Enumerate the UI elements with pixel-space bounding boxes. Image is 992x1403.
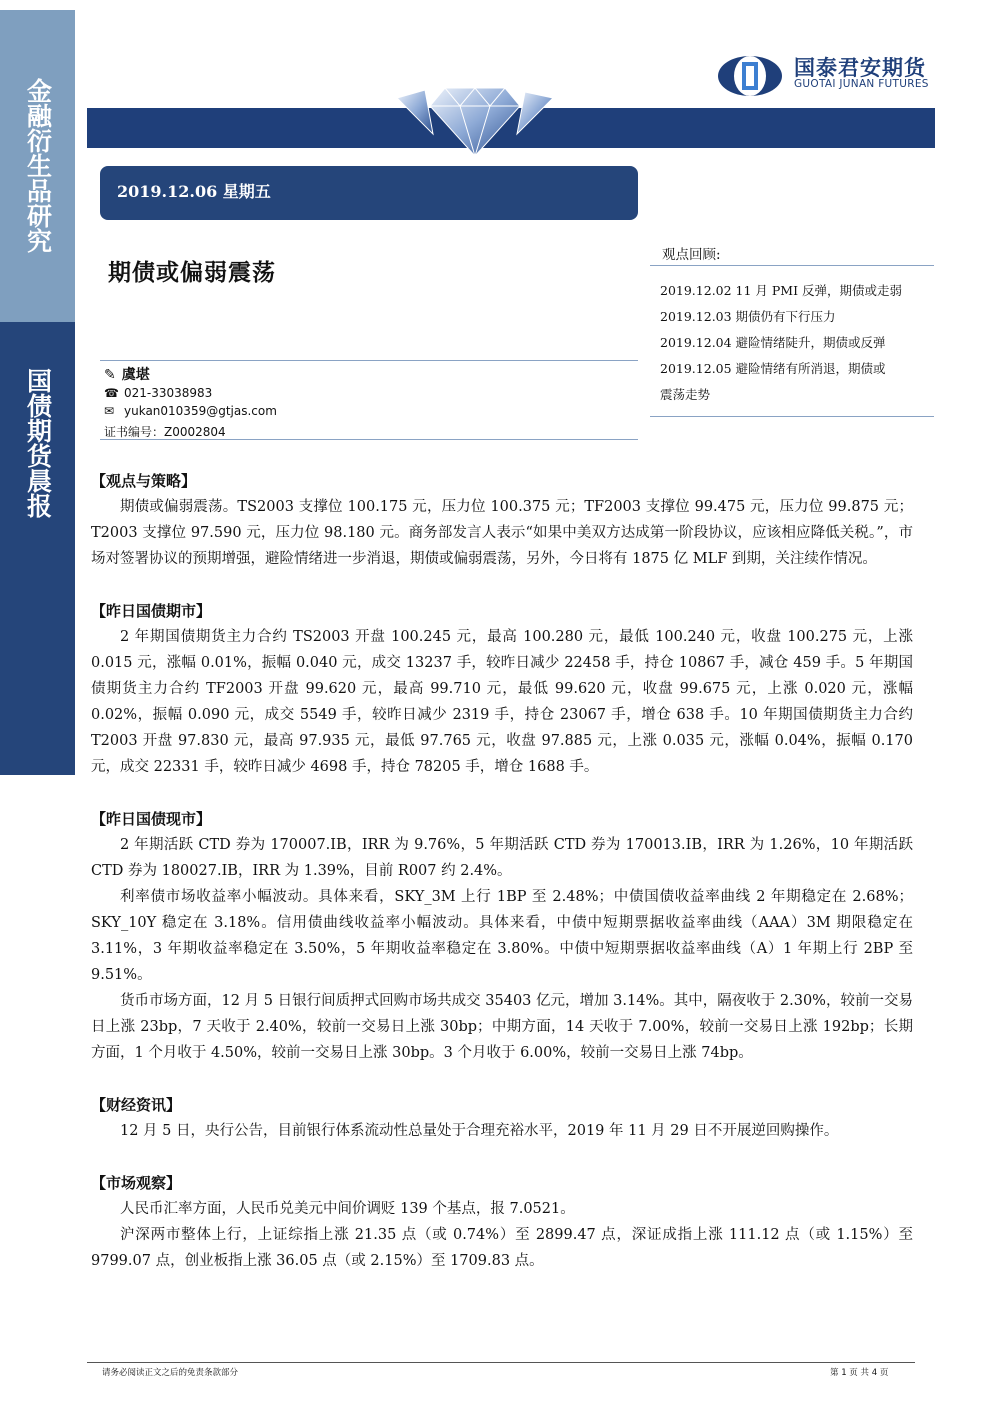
divider [650,265,934,266]
date-box [100,166,638,220]
footer-divider [87,1362,915,1363]
author-phone: 021-33038983 [124,386,213,400]
paragraph: 沪深两市整体上行，上证综指上涨 21.35 点（或 0.74%）至 2899.47 点，深证成指上涨 111.12 点（或 1.15%）至 9799.07 点，创业板指上涨 36.05 点（或 2.15%）至 1709.83 点。 [91,1227,913,1269]
footer-disclaimer: 请务必阅读正文之后的免责条款部分 [102,1368,239,1378]
divider [650,416,934,417]
logo-english-name: GUOTAI JUNAN FUTURES [794,78,929,90]
review-item: 2019.12.05 避险情绪有所消退，期债或 震荡走势 [660,361,886,402]
paragraph: 人民币汇率方面，人民币兑美元中间价调贬 139 个基点，报 7.0521。 [120,1201,575,1217]
paragraph: 2 年期国债期货主力合约 TS2003 开盘 100.245 元，最高 100.280 元，最低 100.240 元，收盘 100.275 元，上涨 0.015 元，涨幅 0.01%，振幅 0.040 元，成交 13237 手，较昨日减少 22458 手，持仓 10867 手，减仓 459 手。5 年期国债期货主力合约 TF2003 开盘 99.620 元，最高 99.710 元，最低 99.620 元，收盘 99.675 元，上涨 0.020 元，涨幅 0.02%，振幅 0.090 元，成交 5549 手，较昨日减少 2319 手，持仓 23067 手，增仓 638 手。10 年期国债期货主力合约 T2003 开盘 97.830 元，最高 97.935 元，最低 97.765 元，收盘 97.885 元，上涨 0.035 元，涨幅 0.04%，振幅 0.170 元，成交 22331 手，较昨日减少 4698 手，持仓 78205 手，增仓 1688 手。 [91,629,913,775]
paragraph: 货币市场方面，12 月 5 日银行间质押式回购市场共成交 35403 亿元，增加 3.14%。其中，隔夜收于 2.30%，较前一交易日上涨 23bp，7 天收于 2.40%，较前一交易日上涨 30bp；中期方面，14 天收于 7.00%，较前一交易日上涨 192bp；长期方面，1 个月收于 4.50%，较前一交易日上涨 30bp。3 个月收于 6.00%，较前一交易日上涨 74bp。 [91,993,913,1061]
section-heading: 【观点与策略】 [91,472,197,490]
logo-chinese-name: 国泰君安期货 [794,56,926,80]
section-heading: 【昨日国债期市】 [91,602,212,620]
divider [100,360,638,361]
review-item: 2019.12.03 期债仍有下行压力 [660,309,836,324]
phone-icon: ☎ [104,386,119,400]
mail-icon: ✉ [104,404,115,418]
author-name-row [104,364,150,384]
review-list [660,278,920,408]
author-name: 虞堪 [121,367,150,383]
sidebar-bottom-panel [0,322,75,775]
sidebar-top-panel [0,10,75,322]
author-email[interactable]: yukan010359@gtjas.com [124,404,277,418]
report-title: 期债或偏弱震荡 [108,259,276,286]
author-email-row [104,404,277,418]
report-body [91,468,913,1274]
diamond-graphic [385,68,565,158]
sidebar-top-label: 金融衍生品研究 [23,78,53,253]
paragraph: 期债或偏弱震荡。TS2003 支撑位 100.175 元，压力位 100.375 元；TF2003 支撑位 99.475 元，压力位 99.875 元；T2003 支撑位 97.590 元，压力位 98.180 元。商务部发言人表示“如果中美双方达成第一阶段协议，应该相应降低关税。”，市场对签署协议的预期增强，避险情绪进一步消退，期债或偏弱震荡，另外，今日将有 1875 亿 MLF 到期，关注续作情况。 [91,499,913,567]
pen-icon: ✎ [104,367,116,383]
section-heading: 【市场观察】 [91,1174,182,1192]
author-phone-row [104,386,212,400]
divider [100,439,638,440]
review-item: 2019.12.04 避险情绪陡升，期债或反弹 [660,335,886,350]
section-heading: 【昨日国债现市】 [91,810,212,828]
section-heading: 【财经资讯】 [91,1096,182,1114]
page-number: 第 1 页 共 4 页 [830,1368,889,1378]
company-logo [716,52,936,100]
paragraph: 2 年期活跃 CTD 券为 170007.IB，IRR 为 9.76%，5 年期活跃 CTD 券为 170013.IB，IRR 为 1.26%，10 年期活跃 CTD 券为 180027.IB，IRR 为 1.39%，目前 R007 约 2.4%。 [91,837,913,879]
sidebar-bottom-label: 国债期货晨报 [23,368,53,518]
review-label: 观点回顾: [662,247,721,263]
paragraph: 利率债市场收益率小幅波动。具体来看，SKY_3M 上行 1BP 至 2.48%；中债国债收益率曲线 2 年期稳定在 2.68%；SKY_10Y 稳定在 3.18%。信用债曲线收益率小幅波动。具体来看，中债中短期票据收益率曲线（AAA）3M 期限稳定在 3.11%，3 年期收益率稳定在 3.50%，5 年期收益率稳定在 3.80%。中债中短期票据收益率曲线（A）1 年期上行 2BP 至 9.51%。 [91,889,913,983]
report-date: 2019.12.06 星期五 [117,182,271,201]
paragraph: 12 月 5 日，央行公告，目前银行体系流动性总量处于合理充裕水平，2019 年 11 月 29 日不开展逆回购操作。 [120,1123,839,1139]
review-item: 2019.12.02 11 月 PMI 反弹，期债或走弱 [660,283,903,298]
author-cert: 证书编号：Z0002804 [104,425,226,439]
logo-emblem-icon [716,54,784,98]
